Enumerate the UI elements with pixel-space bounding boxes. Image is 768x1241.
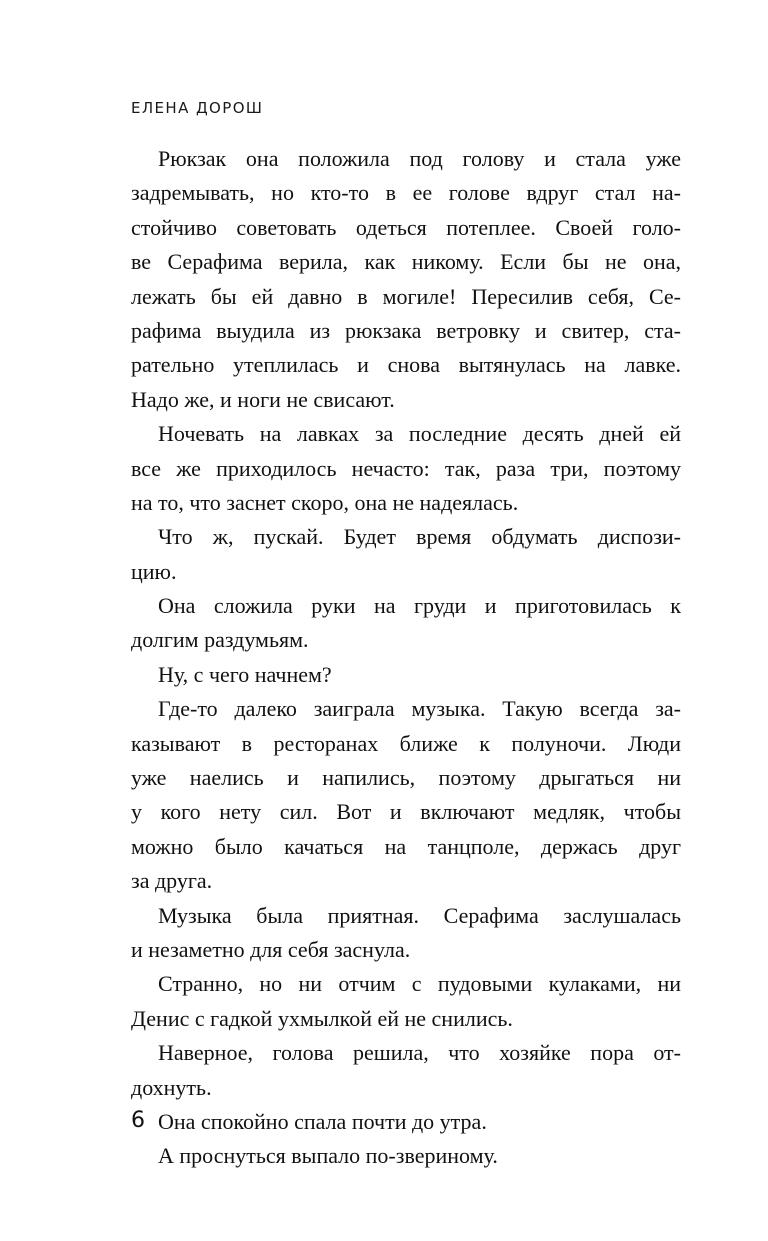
text-line: казывают в ресторанах ближе к полуночи. Люди xyxy=(131,730,681,756)
text-line: ве Серафима верила, как никому. Если бы не она, xyxy=(131,249,681,275)
text-line: рафима выудила из рюкзака ветровку и свитер, ста- xyxy=(131,317,681,343)
text-line: за друга. xyxy=(131,868,213,894)
text-line: Ну, с чего начнем? xyxy=(158,661,332,687)
text-line: А проснуться выпало по-звериному. xyxy=(158,1143,498,1169)
text-line: Музыка была приятная. Серафима заслушалась xyxy=(158,902,681,928)
text-line: Наверное, голова решила, что хозяйке пора от- xyxy=(158,1040,681,1066)
text-line: Ночевать на лавках за последние десять дней ей xyxy=(158,421,681,447)
text-line: задремывать, но кто-то в ее голове вдруг стал на- xyxy=(131,180,681,206)
text-line: Она сложила руки на груди и приготовилась к xyxy=(158,593,681,619)
text-line: Что ж, пускай. Будет время обдумать диспози- xyxy=(158,524,681,550)
text-line: уже наелись и напились, поэтому дрыгаться ни xyxy=(131,765,681,791)
text-line: можно было качаться на танцполе, держась друг xyxy=(131,833,681,859)
text-line: дохнуть. xyxy=(131,1074,212,1100)
text-line: Странно, но ни отчим с пудовыми кулаками, ни xyxy=(158,971,681,997)
text-line: Где-то далеко заиграла музыка. Такую всегда за- xyxy=(158,696,681,722)
text-line: долгим раздумьям. xyxy=(131,627,309,653)
text-line: у кого нету сил. Вот и включают медляк, чтобы xyxy=(131,799,681,825)
text-line: Рюкзак она положила под голову и стала уже xyxy=(158,146,681,171)
page-number: 6 xyxy=(131,1108,145,1133)
text-line: лежать бы ей давно в могиле! Пересилив себя, Се- xyxy=(131,283,681,309)
text-line: Денис с гадкой ухмылкой ей не снились. xyxy=(131,1005,513,1031)
text-line: на то, что заснет скоро, она не надеялась. xyxy=(131,489,519,515)
text-line: Она спокойно спала почти до утра. xyxy=(158,1108,487,1134)
text-line: рательно утеплилась и снова вытянулась на лавке. xyxy=(131,352,681,378)
text-line: Надо же, и ноги не свисают. xyxy=(131,386,395,412)
text-line: цию. xyxy=(131,558,177,584)
text-line: стойчиво советовать одеться потеплее. Своей голо- xyxy=(131,214,681,240)
running-head-author: ЕЛЕНА ДОРОШ xyxy=(131,99,264,117)
body-text xyxy=(131,142,681,1174)
text-line: и незаметно для себя заснула. xyxy=(131,936,411,962)
text-line: все же приходилось нечасто: так, раза три, поэтому xyxy=(131,455,681,481)
